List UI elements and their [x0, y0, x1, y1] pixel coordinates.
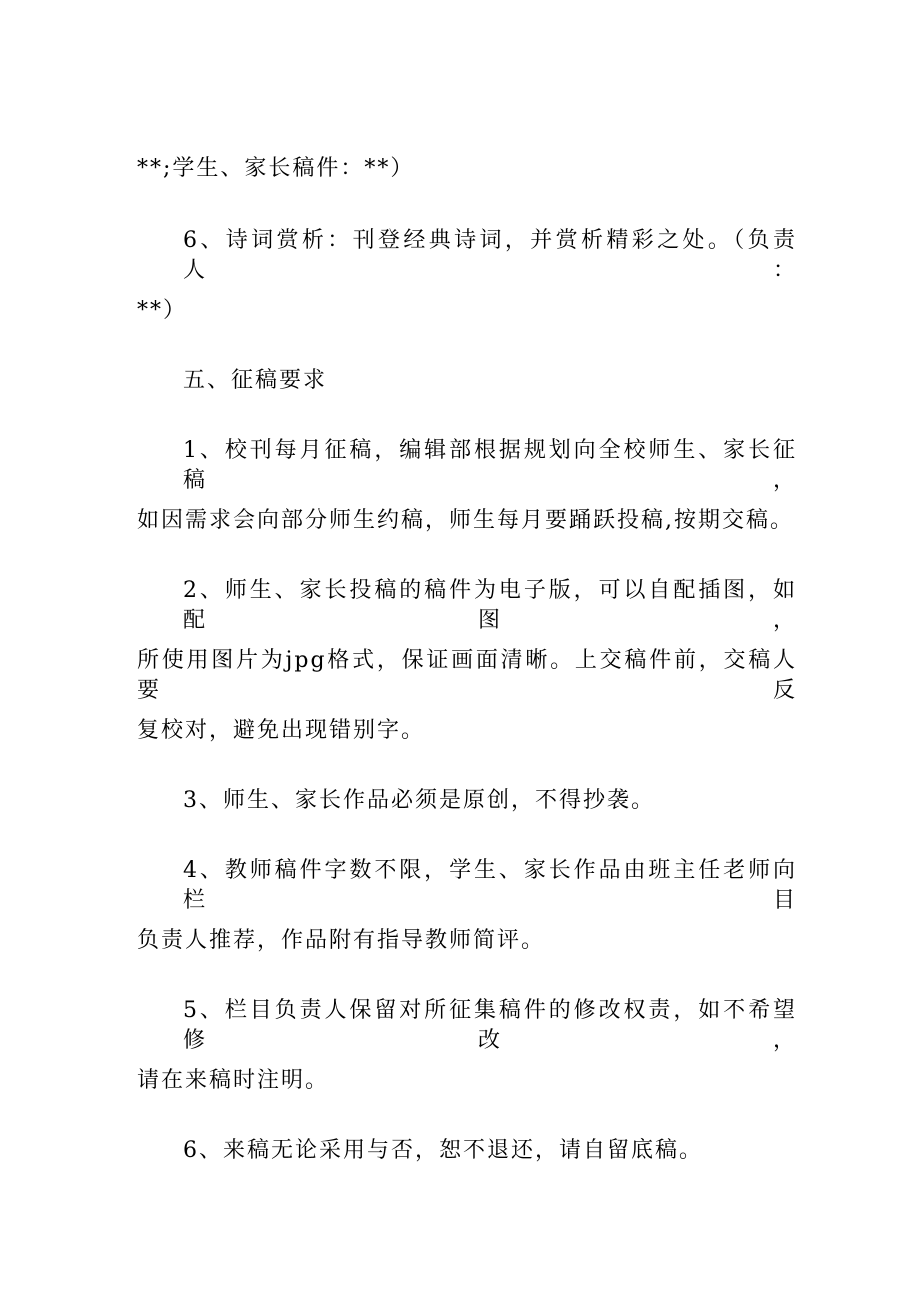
text-line: 如因需求会向部分师生约稿，师生每月要踊跃投稿,按期交稿。 — [137, 508, 794, 533]
text-line: 负责人推荐，作品附有指导教师简评。 — [137, 928, 546, 953]
text-line: **） — [137, 298, 188, 323]
section-heading: 五、征稿要求 — [183, 368, 328, 393]
text-line: 3、师生、家长作品必须是原创，不得抄袭。 — [183, 788, 655, 813]
text-line: 1、校刊每月征稿，编辑部根据规划向全校师生、家长征稿， — [183, 438, 797, 493]
text-line: 复校对，避免出现错别字。 — [137, 718, 426, 743]
text-line: 所使用图片为jpg格式，保证画面清晰。上交稿件前，交稿人要反 — [137, 648, 797, 703]
text-line: 6、来稿无论采用与否，恕不退还，请自留底稿。 — [183, 1138, 703, 1163]
text-line: 5、栏目负责人保留对所征集稿件的修改权责，如不希望修改， — [183, 998, 797, 1053]
text-line: 6、诗词赏析：刊登经典诗词，并赏析精彩之处。（负责人： — [183, 228, 797, 283]
text-line: **;学生、家长稿件：**） — [137, 156, 415, 181]
text-line: 2、师生、家长投稿的稿件为电子版，可以自配插图，如配图， — [183, 578, 797, 633]
text-line: 4、教师稿件字数不限，学生、家长作品由班主任老师向栏目 — [183, 858, 797, 913]
text-line: 请在来稿时注明。 — [137, 1068, 330, 1093]
